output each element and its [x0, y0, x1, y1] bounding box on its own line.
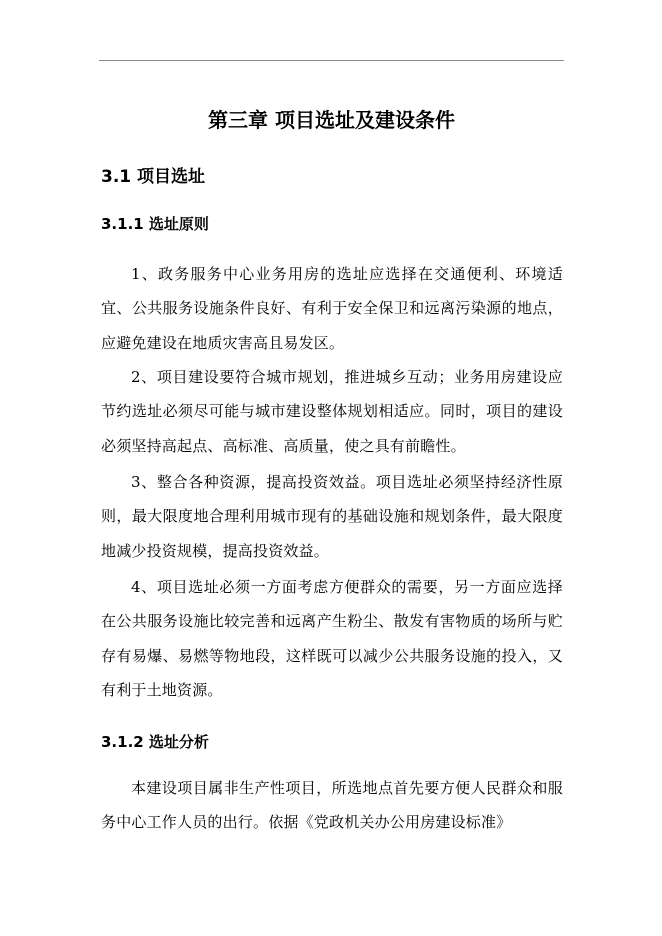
- paragraph-analysis-1: 本建设项目属非生产性项目，所选地点首先要方便人民群众和服务中心工作人员的出行。依据《党政机关办公用房建设标准》: [101, 779, 563, 832]
- paragraph-principle-3: 3、整合各种资源，提高投资效益。项目选址必须坚持经济性原则，最大限度地合理利用城市现有的基础设施和规划条件，最大限度地减少投资规模，提高投资效益。: [101, 473, 563, 560]
- chapter-title: 第三章 项目选址及建设条件: [208, 108, 455, 132]
- header-rule: [99, 60, 564, 61]
- paragraph-principle-2: 2、项目建设要符合城市规划，推进城乡互动；业务用房建设应节约选址必须尽可能与城市建设整体规划相适应。同时，项目的建设必须坚持高起点、高标准、高质量，使之具有前瞻性。: [101, 368, 563, 455]
- subsection-title-site-analysis: 3.1.2 选址分析: [101, 733, 209, 751]
- section-title: 3.1 项目选址: [101, 167, 206, 187]
- paragraph-principle-4: 4、项目选址必须一方面考虑方便群众的需要，另一方面应选择在公共服务设施比较完善和远离产生粉尘、散发有害物质的场所与贮存有易爆、易燃等物地段，这样既可以减少公共服务设施的投入，又有利于土地资源。: [101, 578, 563, 699]
- subsection-title-site-principles: 3.1.1 选址原则: [101, 215, 209, 233]
- paragraph-principle-1: 1、政务服务中心业务用房的选址应选择在交通便利、环境适宜、公共服务设施条件良好、有利于安全保卫和远离污染源的地点，应避免建设在地质灾害高且易发区。: [101, 265, 563, 352]
